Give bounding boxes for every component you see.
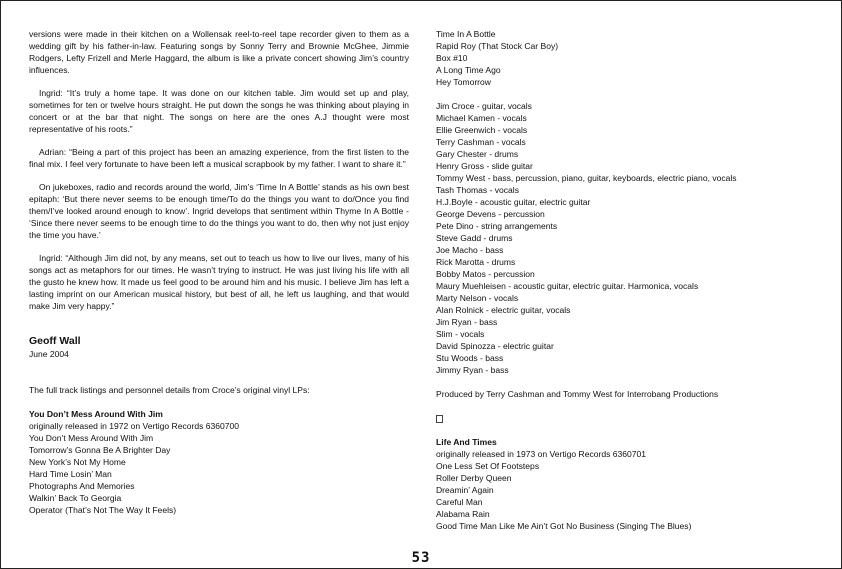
personnel-item: Stu Woods - bass — [436, 353, 504, 363]
personnel-item: Terry Cashman - vocals — [436, 137, 526, 147]
track-item: Careful Man — [436, 497, 483, 507]
personnel-item: Marty Nelson - vocals — [436, 293, 519, 303]
track-item: Alabama Rain — [436, 509, 490, 519]
author-name: Geoff Wall — [29, 335, 81, 347]
left-column — [29, 28, 409, 516]
personnel-item: Slim - vocals — [436, 329, 485, 339]
body-paragraph: Ingrid: “It’s truly a home tape. It was done on our kitchen table. Jim would set up and play, sometimes for ten or twelve hours straight. He put down the songs he was thinking about playing in concert or at the bar that night. The songs on here are the ones A.J thought were most representative of his roots.” — [29, 88, 409, 134]
personnel-item: Henry Gross - slide guitar — [436, 161, 533, 171]
track-item: You Don’t Mess Around With Jim — [29, 433, 154, 443]
personnel-item: Gary Chester - drums — [436, 149, 519, 159]
track-item: New York’s Not My Home — [29, 457, 126, 467]
track-item: Roller Derby Queen — [436, 473, 512, 483]
page-number: 53 — [411, 550, 431, 566]
track-item: Box #10 — [436, 53, 468, 63]
album-release-info: originally released in 1973 on Vertigo Records 6360701 — [436, 449, 647, 459]
personnel-item: David Spinozza - electric guitar — [436, 341, 554, 351]
producer-credit: Produced by Terry Cashman and Tommy West for Interrobang Productions — [436, 389, 719, 399]
personnel-item: Pete Dino - string arrangements — [436, 221, 558, 231]
personnel-item: Jimmy Ryan - bass — [436, 365, 509, 375]
track-item: Hard Time Losin’ Man — [29, 469, 112, 479]
personnel-item: George Devens - percussion — [436, 209, 545, 219]
track-item: Time In A Bottle — [436, 29, 496, 39]
personnel-item: Michael Kamen - vocals — [436, 113, 527, 123]
track-item: A Long Time Ago — [436, 65, 501, 75]
personnel-item: Bobby Matos - percussion — [436, 269, 535, 279]
right-column — [436, 28, 826, 532]
album-title: You Don’t Mess Around With Jim — [29, 409, 163, 419]
personnel-item: Joe Macho - bass — [436, 245, 504, 255]
album-title: Life And Times — [436, 437, 497, 447]
body-paragraph: Ingrid: “Although Jim did not, by any means, set out to teach us how to live our lives, many of his songs act as metaphors for our times. He wasn’t trying to instruct. He was just living his life with all the gusto he knew how. It made us feel good to be around him and his music. I believe Jim has left a lasting imprint on our American musical history, but best of all, he left us laughing, and that would make Jim very happy.” — [29, 253, 409, 311]
track-item: Operator (That’s Not The Way It Feels) — [29, 505, 177, 515]
track-item: Rapid Roy (That Stock Car Boy) — [436, 41, 559, 51]
personnel-item: Alan Rolnick - electric guitar, vocals — [436, 305, 571, 315]
body-paragraph: versions were made in their kitchen on a Wollensak reel-to-reel tape recorder given to them as a wedding gift by his father-in-law. Featuring songs by Sonny Terry and Brownie McGhee, Jimmie Rodgers, Lefty Frizell and Merle Haggard, the album is like a private concert showing Jim’s country influences. — [29, 29, 409, 75]
body-paragraph: On jukeboxes, radio and records around the world, Jim’s ‘Time In A Bottle’ stands as his own best epitaph: ‘But there never seems to be enough time/To do the things you want to do/Once you find them/I’ve looked around enough to know’. Ingrid develops that sentiment within Thyme In A Bottle - ‘Since there never seems to be enough time to do the things you want to do, then why not just enjoy the time you have.’ — [29, 182, 409, 240]
personnel-item: Ellie Greenwich - vocals — [436, 125, 528, 135]
track-item: One Less Set Of Footsteps — [436, 461, 540, 471]
listing-intro: The full track listings and personnel details from Croce’s original vinyl LPs: — [29, 385, 310, 395]
track-item: Tomorrow’s Gonna Be A Brighter Day — [29, 445, 171, 455]
track-item: Photographs And Memories — [29, 481, 135, 491]
personnel-item: Maury Muehleisen - acoustic guitar, electric guitar. Harmonica, vocals — [436, 281, 699, 291]
track-item: Walkin’ Back To Georgia — [29, 493, 122, 503]
album-release-info: originally released in 1972 on Vertigo Records 6360700 — [29, 421, 240, 431]
personnel-item: Rick Marotta - drums — [436, 257, 516, 267]
personnel-item: Steve Gadd - drums — [436, 233, 513, 243]
personnel-item: Jim Croce - guitar, vocals — [436, 101, 532, 111]
author-date: June 2004 — [29, 349, 69, 359]
personnel-item: H.J.Boyle - acoustic guitar, electric guitar — [436, 197, 591, 207]
personnel-item: Tommy West - bass, percussion, piano, guitar, keyboards, electric piano, vocals — [436, 173, 737, 183]
track-item: Hey Tomorrow — [436, 77, 491, 87]
track-item: Good Time Man Like Me Ain’t Got No Business (Singing The Blues) — [436, 521, 692, 531]
placeholder-box-icon — [436, 412, 826, 424]
personnel-item: Tash Thomas - vocals — [436, 185, 519, 195]
body-paragraph: Adrian: “Being a part of this project has been an amazing experience, from the first listen to the final mix. I feel very fortunate to have been left a musical scrapbook by my father. I want to share it.” — [29, 147, 409, 169]
track-item: Dreamin’ Again — [436, 485, 494, 495]
personnel-item: Jim Ryan - bass — [436, 317, 498, 327]
